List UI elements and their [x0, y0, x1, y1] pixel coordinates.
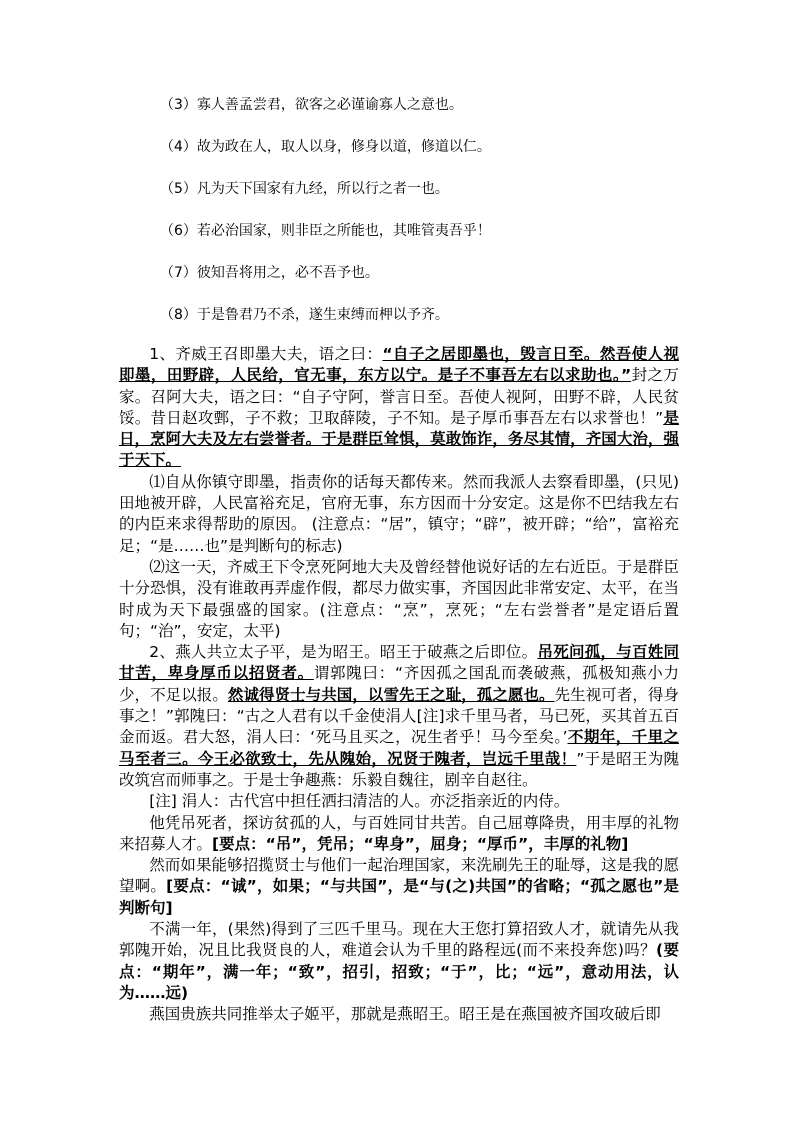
- sentence-item: （5）凡为天下国家有九经，所以行之者一也。: [160, 181, 449, 197]
- emphasized-quote: 吊死问孤，与百姓同甘苦，卑身厚币以招贤者。: [119, 643, 679, 683]
- body-text: ⑵这一天，齐威王下令烹死阿地大夫及曾经替他说好话的左右近臣。于是群臣十分恐惧，没有谁敢再弄虚作假，都尽力做实事，齐国因此非常安定、太平，在当时成为天下最强盛的国家。(注意点：“烹”，烹死；“左右尝誉者”是定语后置句；“治”，安定，太平): [119, 557, 679, 640]
- emphasized-quote: 不期年，千里之马至者三。今王必欲致士，先从隗始，况贤于隗者，岂远千里哉！: [119, 728, 679, 768]
- body-text: 2、燕人共立太子平，是为昭王。昭王于破燕之后即位。: [149, 643, 538, 662]
- body-text: ”于是昭王为隗改筑宫而师事之。于是士争趣燕：乐毅自魏往，剧辛自赵往。: [119, 749, 679, 789]
- passage-paragraph: [119, 472, 679, 557]
- key-points-note: [要点：“吊”，凭吊；“卑身”，屈身；“厚币”，丰厚的礼物]: [212, 834, 629, 853]
- passage-paragraph: [119, 919, 679, 1004]
- sentence-item: （3）寡人善孟尝君，欲客之必谨谕寡人之意也。: [160, 97, 463, 113]
- emphasized-quote: “自子之居即墨也，毁言日至。然吾使人视即墨，田野辟，人民给，官无事，东方以宁。是子不事吾左右以求助也。”: [119, 345, 679, 385]
- body-text: 封之万家。召阿大夫，语之曰：“自子守阿，誉言日至。吾使人视阿，田野不辟，人民贫馁。昔日赵攻鄄，子不救；卫取薛陵，子不知。是子厚币事吾左右以求誉也！”: [119, 366, 679, 427]
- key-points-note: (要点：“期年”，满一年；“致”，招引，招致；“于”，比；“远”，意动用法，认为……远): [119, 941, 679, 1002]
- passage-paragraph: [119, 855, 679, 919]
- sentence-item: （4）故为政在人，取人以身，修身以道，修道以仁。: [160, 139, 491, 155]
- passage-paragraph: [119, 1004, 679, 1025]
- passage-paragraph: [119, 813, 679, 856]
- sentence-item: （8）于是鲁君乃不杀，遂生束缚而柙以予齐。: [160, 307, 449, 323]
- body-text: 燕国贵族共同推举太子姬平，那就是燕昭王。昭王是在燕国被齐国攻破后即: [149, 1005, 661, 1024]
- body-text: 不满一年，(果然)得到了三匹千里马。现在大王您打算招致人才，就请先从我郭隗开始，况且比我贤良的人，难道会认为千里的路程远(而不来投奔您)吗？: [119, 920, 679, 960]
- body-text: 然而如果能够招揽贤士与他们一起治理国家，来洗刷先王的耻辱，这是我的愿望啊。: [119, 856, 679, 896]
- key-points-note: [要点：“诚”，如果；“与共国”，是“与(之)共国”的省略；“孤之愿也”是判断句]: [119, 877, 679, 917]
- passage-paragraph: [119, 344, 679, 472]
- sentence-item: （7）彼知吾将用之，必不吾予也。: [160, 265, 379, 281]
- passage-paragraph: [119, 557, 679, 642]
- body-text: 他凭吊死者，探访贫孤的人，与百姓同甘共苦。自己屈尊降贵，用丰厚的礼物来招募人才。: [119, 813, 679, 853]
- emphasized-quote: 是日，烹阿大夫及左右尝誉者。于是群臣耸惧，莫敢饰诈，务尽其情，齐国大治，强于天下。: [119, 408, 679, 470]
- body-text: 1、齐威王召即墨大夫，语之曰：: [149, 345, 383, 363]
- body-text: 谓郭隗曰：“齐因孤之国乱而袭破燕，孤极知燕小力少，不足以报。: [119, 664, 679, 704]
- body-text: ⑴自从你镇守即墨，指责你的话每天都传来。然而我派人去察看即墨，(只见)田地被开辟，人民富裕充足，官府无事，东方因而十分安定。这是你不巴结我左右的内臣来求得帮助的原因。 (注意点：“居”，镇守；“辟”，被开辟；“给”，富裕充足；“是……也”是判断句的标志): [119, 472, 679, 555]
- body-text: [注] 涓人：古代宫中担任洒扫清洁的人。亦泛指亲近的内侍。: [149, 792, 570, 811]
- passage-body: [119, 344, 679, 1026]
- body-text: 先生视可者，得身事之！”郭隗曰：“古之人君有以千金使涓人[注]求千里马者，马已死，买其首五百金而返。君大怒，涓人曰：‘死马且买之，况生者乎！马今至矣。’: [119, 685, 679, 747]
- sentence-item: （6）若必治国家，则非臣之所能也，其唯管夷吾乎！: [160, 223, 491, 239]
- passage-paragraph: [119, 791, 679, 812]
- emphasized-quote: 然诚得贤士与共国，以雪先王之耻，孤之愿也。: [227, 685, 555, 704]
- passage-paragraph: [119, 642, 679, 791]
